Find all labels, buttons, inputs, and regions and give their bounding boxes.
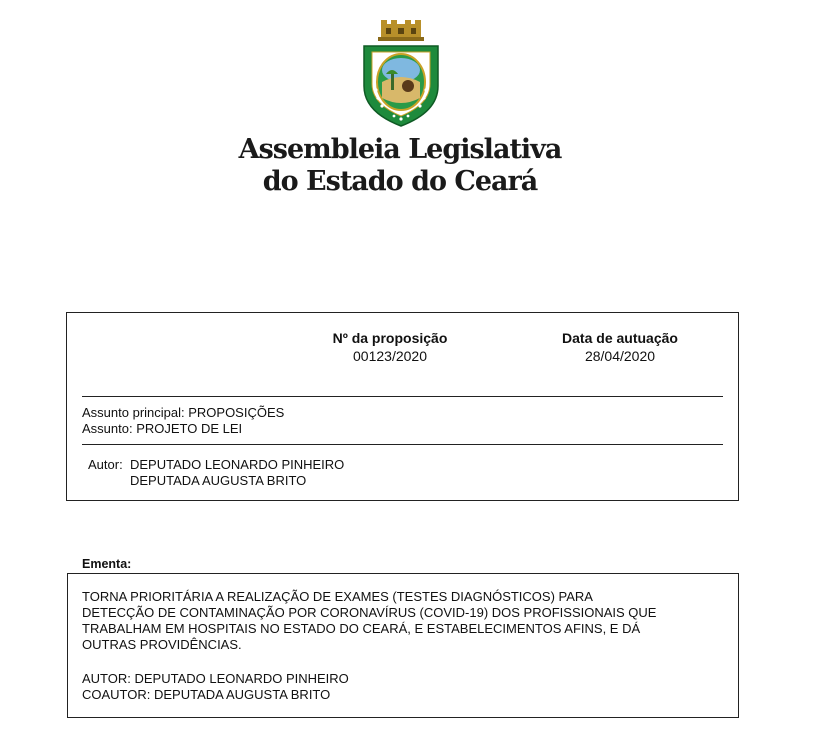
summary-coauthor: COAUTOR: DEPUTADA AUGUSTA BRITO (82, 687, 331, 702)
divider (82, 396, 723, 397)
author-name: DEPUTADO LEONARDO PINHEIRO (130, 457, 345, 472)
summary-line: OUTRAS PROVIDÊNCIAS. (82, 637, 242, 652)
org-name-line1: Assembleia Legislativa (238, 134, 562, 165)
divider (82, 444, 723, 445)
summary-line: TRABALHAM EM HOSPITAIS NO ESTADO DO CEARÁ, E ESTABELECIMENTOS AFINS, E DÁ (82, 621, 641, 636)
subject: Assunto: PROJETO DE LEI (82, 421, 243, 436)
author-label: Autor: (88, 457, 123, 472)
summary-line: TORNA PRIORITÁRIA A REALIZAÇÃO DE EXAMES (TESTES DIAGNÓSTICOS) PARA (82, 589, 593, 604)
ceara-coat-of-arms-icon (358, 20, 444, 130)
proposition-number: 00123/2020 (353, 348, 427, 364)
summary-author: AUTOR: DEPUTADO LEONARDO PINHEIRO (82, 671, 349, 686)
summary-line: DETECÇÃO DE CONTAMINAÇÃO POR CORONAVÍRUS (COVID-19) DOS PROFISSIONAIS QUE (82, 605, 657, 620)
org-name-line2: do Estado do Ceará (262, 166, 538, 197)
proposition-number-label: Nº da proposição (332, 330, 448, 346)
author-name: DEPUTADA AUGUSTA BRITO (130, 473, 307, 488)
main-subject: Assunto principal: PROPOSIÇÕES (82, 405, 285, 420)
filing-date-label: Data de autuação (562, 330, 678, 346)
filing-date: 28/04/2020 (584, 348, 656, 364)
summary-label: Ementa: (82, 557, 132, 571)
